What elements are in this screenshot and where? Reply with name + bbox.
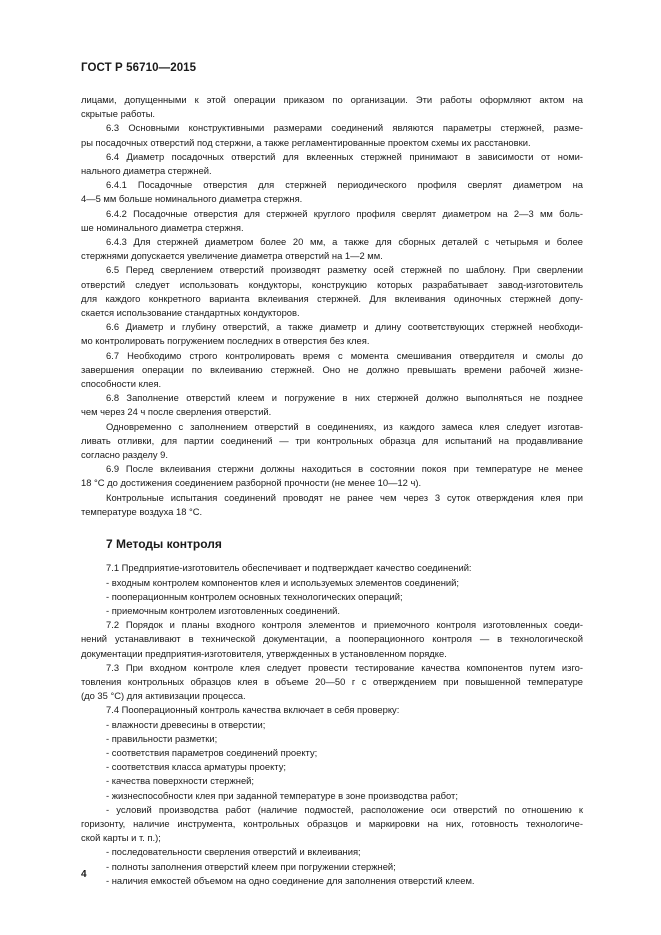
section-7-text — [81, 561, 583, 888]
text-line: - полноты заполнения отверстий клеем при погружении стержней; — [106, 860, 396, 872]
document-header: ГОСТ Р 56710—2015 — [81, 62, 197, 74]
text-line: Контрольные испытания соединений проводят не ранее чем через 3 суток отверждения клея при — [106, 491, 583, 503]
text-line: 6.7 Необходимо строго контролировать время с момента смешивания отвердителя и смолы до — [106, 349, 583, 361]
text-line: ры посадочных отверстий под стержни, а также регламентированные проектом схемы их расстановки. — [81, 136, 531, 148]
text-line: 4—5 мм больше номинального диаметра стержня. — [81, 193, 303, 205]
text-line: 7.1 Предприятие-изготовитель обеспечивает и подтверждает качество соединений: — [106, 562, 472, 574]
text-line: 6.6 Диаметр и глубину отверстий, а также диаметр и длину соответствующих стержней необходи- — [106, 321, 583, 333]
text-line: - последовательности сверления отверстий и вклеивания; — [106, 846, 361, 858]
text-line: горизонту, наличие инструмента, контрольных образцов и маркировки на них, готовность технологиче- — [81, 817, 583, 829]
text-line: - правильности разметки; — [106, 732, 218, 744]
text-line: 6.3 Основными конструктивными размерами соединений являются параметры стержней, разме- — [106, 122, 583, 134]
text-line: 7.4 Пооперационный контроль качества включает в себя проверку: — [106, 704, 400, 716]
text-line: документации предприятия-изготовителя, утвержденных в установленном порядке. — [81, 647, 447, 659]
text-line: - входным контролем компонентов клея и используемых элементов соединений; — [106, 576, 459, 588]
text-line: завершения операции по вклеиванию стержней. Оно не должно превышать времени рабочей жизне- — [81, 363, 583, 375]
text-line: 6.8 Заполнение отверстий клеем и погружение в них стержней должно выполняться не позднее — [106, 392, 583, 404]
text-line: лицами, допущенными к этой операции приказом по организации. Эти работы оформляют актом на — [81, 94, 583, 105]
text-line: - наличия емкостей объемом на одно соединение для заполнения отверстий клеем. — [106, 874, 475, 886]
section-title: 7 Методы контроля — [106, 537, 222, 552]
text-line: 6.4 Диаметр посадочных отверстий для вклеенных стержней принимают в зависимости от номи- — [106, 150, 583, 162]
text-line: товления контрольных образцов клея в объеме 20—50 г с отверждением при повышенной температуре — [81, 675, 583, 687]
text-line: ше номинального диаметра стержня. — [81, 221, 244, 233]
text-line: 6.9 После вклеивания стержни должны находиться в состоянии покоя при температуре не менее — [106, 463, 583, 475]
text-line: - приемочным контролем изготовленных соединений. — [106, 604, 340, 616]
text-line: ливать отливки, для партии соединений — три контрольных образца для испытаний на продавливание — [81, 434, 583, 446]
text-line: - жизнеспособности клея при заданной температуре в зоне производства работ; — [106, 789, 458, 801]
text-line: способности клея. — [81, 378, 162, 390]
text-line: чем через 24 ч после сверления отверстий. — [81, 406, 272, 418]
text-line: - соответствия класса арматуры проекту; — [106, 761, 287, 773]
text-line: нений устанавливают в технической документации, а пооперационного контроля — в технологической — [81, 633, 583, 645]
text-line: - условий производства работ (наличие подмостей, расположение оси отверстий по отношению к — [106, 803, 583, 815]
text-line: согласно разделу 9. — [81, 449, 168, 461]
text-line: температуре воздуха 18 °С. — [81, 505, 203, 517]
text-line: 18 °С до достижения соединением разборной прочности (не менее 10—12 ч). — [81, 477, 422, 489]
text-line: для каждого конкретного варианта вклеивания стержней. Для вклеивания одиночных стержней допу- — [81, 292, 583, 304]
text-line: - влажности древесины в отверстии; — [106, 718, 266, 730]
text-line: 7.3 При входном контроле клея следует провести тестирование качества компонентов путем изго- — [106, 661, 583, 673]
text-line: 6.4.3 Для стержней диаметром более 20 мм, а также для сборных деталей с четырьмя и более — [106, 236, 583, 248]
text-line: 6.4.1 Посадочные отверстия для стержней периодического профиля сверлят диаметром на — [106, 179, 583, 191]
text-line: 6.5 Перед сверлением отверстий производят разметку осей стержней по шаблону. При сверлении — [106, 264, 583, 276]
text-line: Одновременно с заполнением отверстий в соединениях, из каждого замеса клея следует изготав- — [106, 420, 583, 432]
text-line: - качества поверхности стержней; — [106, 775, 255, 787]
text-line: - соответствия параметров соединений проекту; — [106, 746, 318, 758]
section-6-text — [81, 93, 583, 519]
page-number: 4 — [81, 869, 87, 880]
text-line: 6.4.2 Посадочные отверстия для стержней круглого профиля сверлят диаметром на 2—3 мм боль- — [106, 207, 583, 219]
text-line: мо контролировать погружением последних в отверстия без клея. — [81, 335, 370, 347]
text-line: нального диаметра стержней. — [81, 165, 212, 177]
text-line: 7.2 Порядок и планы входного контроля элементов и приемочного контроля изготовленных соеди- — [106, 619, 583, 631]
text-line: скается использование стандартных кондукторов. — [81, 307, 300, 319]
text-line: отверстий следует использовать кондукторы, конструкцию которых разрабатывает завод-изготовитель — [81, 278, 583, 290]
document-body — [81, 93, 583, 888]
text-line: скрытые работы. — [81, 108, 156, 120]
text-line: (до 35 °С) для активизации процесса. — [81, 690, 246, 702]
text-line: ской карты и т. п.); — [81, 832, 161, 844]
text-line: - пооперационным контролем основных технологических операций; — [106, 590, 403, 602]
text-line: стержнями допускается увеличение диаметра отверстий на 1—2 мм. — [81, 250, 383, 262]
